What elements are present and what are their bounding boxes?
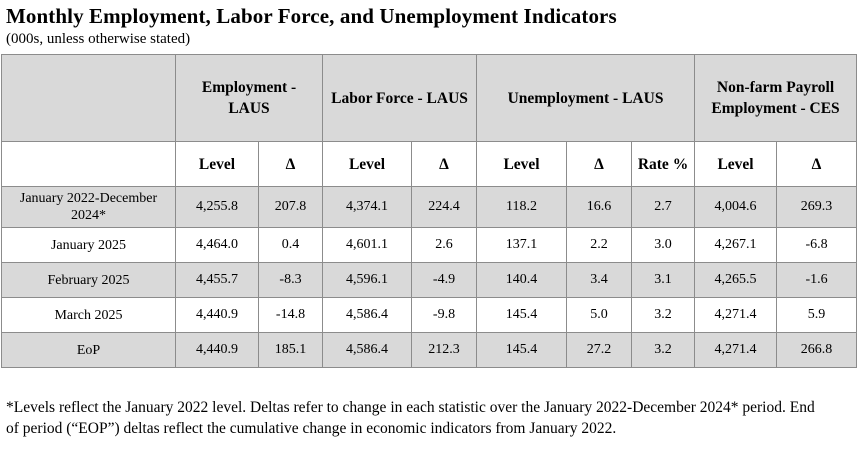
subheader-blank — [2, 142, 176, 187]
table-cell: 27.2 — [567, 333, 632, 368]
group-header-blank — [2, 55, 176, 142]
footnote: *Levels reflect the January 2022 level. Deltas refer to change in each statistic over the January 2022-December 2024* period. End of period (“EOP”) deltas reflect the cumulative change in economic indicators from January 2022. — [6, 399, 815, 437]
table-cell: 3.2 — [632, 298, 695, 333]
table-cell: -6.8 — [777, 228, 857, 263]
table-cell: 4,004.6 — [695, 187, 777, 228]
table-row — [2, 228, 857, 263]
table-cell: -8.3 — [259, 263, 323, 298]
table-cell: 4,271.4 — [695, 333, 777, 368]
table-cell: 266.8 — [777, 333, 857, 368]
table-cell: 4,464.0 — [176, 228, 259, 263]
table-cell: 16.6 — [567, 187, 632, 228]
table-cell: 207.8 — [259, 187, 323, 228]
table-row — [2, 298, 857, 333]
table-cell: 2.7 — [632, 187, 695, 228]
table-cell: 0.4 — [259, 228, 323, 263]
subheader-unemployment-rate: Rate % — [632, 142, 695, 187]
table-cell: 3.4 — [567, 263, 632, 298]
subheader-unemployment-level: Level — [477, 142, 567, 187]
subheader-nonfarm-level: Level — [695, 142, 777, 187]
table-cell: 3.0 — [632, 228, 695, 263]
table-cell: 145.4 — [477, 333, 567, 368]
table-cell: 2.6 — [412, 228, 477, 263]
table-cell: 3.1 — [632, 263, 695, 298]
table-cell: -14.8 — [259, 298, 323, 333]
row-label: January 2022-December 2024* — [2, 187, 176, 228]
table-cell: 3.2 — [632, 333, 695, 368]
table-row — [2, 333, 857, 368]
row-label: February 2025 — [2, 263, 176, 298]
table-cell: 4,440.9 — [176, 298, 259, 333]
table-cell: 4,586.4 — [323, 333, 412, 368]
table-cell: 5.9 — [777, 298, 857, 333]
table-cell: 4,265.5 — [695, 263, 777, 298]
group-header-unemployment: Unemployment - LAUS — [477, 55, 695, 142]
table-cell: -9.8 — [412, 298, 477, 333]
subheader-labor-force-level: Level — [323, 142, 412, 187]
table-cell: 269.3 — [777, 187, 857, 228]
table-cell: 5.0 — [567, 298, 632, 333]
subheader-employment-delta: Δ — [259, 142, 323, 187]
subheader-row — [2, 142, 857, 187]
table-cell: 212.3 — [412, 333, 477, 368]
group-header-nonfarm-payroll: Non-farm Payroll Employment - CES — [695, 55, 857, 142]
table-cell: 140.4 — [477, 263, 567, 298]
table-cell: 137.1 — [477, 228, 567, 263]
table-cell: 4,586.4 — [323, 298, 412, 333]
table-cell: 4,255.8 — [176, 187, 259, 228]
table-cell: -4.9 — [412, 263, 477, 298]
table-row — [2, 187, 857, 228]
table-cell: 4,271.4 — [695, 298, 777, 333]
table-cell: 224.4 — [412, 187, 477, 228]
table-cell: 4,601.1 — [323, 228, 412, 263]
table-cell: 4,440.9 — [176, 333, 259, 368]
row-label: January 2025 — [2, 228, 176, 263]
table-cell: -1.6 — [777, 263, 857, 298]
table-cell: 4,267.1 — [695, 228, 777, 263]
table-row — [2, 263, 857, 298]
page-title: Monthly Employment, Labor Force, and Unemployment Indicators — [6, 4, 617, 28]
subheader-employment-level: Level — [176, 142, 259, 187]
table-cell: 185.1 — [259, 333, 323, 368]
indicators-table — [1, 54, 857, 368]
row-label: EoP — [2, 333, 176, 368]
subheader-nonfarm-delta: Δ — [777, 142, 857, 187]
table-cell: 145.4 — [477, 298, 567, 333]
row-label: March 2025 — [2, 298, 176, 333]
table-cell: 118.2 — [477, 187, 567, 228]
group-header-row — [2, 55, 857, 142]
table-cell: 4,596.1 — [323, 263, 412, 298]
table-cell: 4,455.7 — [176, 263, 259, 298]
group-header-labor-force: Labor Force - LAUS — [323, 55, 477, 142]
subheader-labor-force-delta: Δ — [412, 142, 477, 187]
table-cell: 2.2 — [567, 228, 632, 263]
subheader-unemployment-delta: Δ — [567, 142, 632, 187]
table-cell: 4,374.1 — [323, 187, 412, 228]
page-subtitle: (000s, unless otherwise stated) — [6, 31, 191, 47]
group-header-employment: Employment - LAUS — [176, 55, 323, 142]
